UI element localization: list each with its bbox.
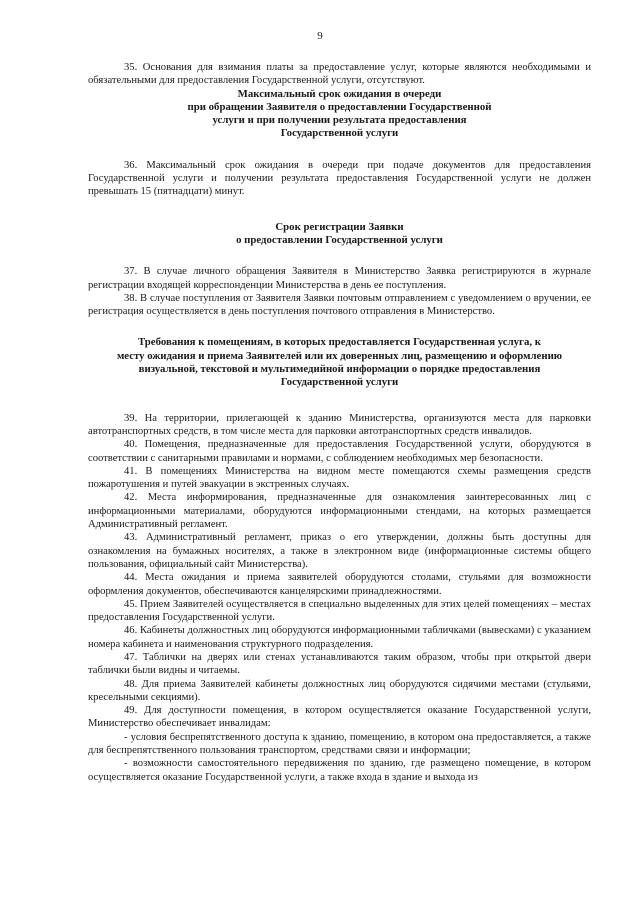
paragraph-44: 44. Места ожидания и приема заявителей оборудуются столами, стульями для возможности оформления документов, обеспечиваются канцелярскими принадлежностями. bbox=[88, 572, 591, 597]
paragraph-39: 39. На территории, прилегающей к зданию Министерства, организуются места для парковки автотранспортных средств, в том числе места для парковки автотранспортных средств инвалидов. bbox=[88, 412, 591, 437]
paragraph-41: 41. В помещениях Министерства на видном месте помещаются схемы размещения средств пожаротушения и путей эвакуации в экстренных случаях. bbox=[88, 465, 591, 491]
paragraph-38: 38. В случае поступления от Заявителя Заявки почтовым отправлением с уведомлением о вручении, ее регистрация осуществляется в день поступления почтового отправления в Министерство. bbox=[88, 292, 591, 318]
paragraph-45: 45. Прием Заявителей осуществляется в специально выделенных для этих целей помещениях – местах предоставления Государственной услуги. bbox=[88, 598, 591, 624]
heading-waiting-time bbox=[88, 88, 591, 141]
heading-line: при обращении Заявителя о предоставлении Государственной bbox=[187, 100, 492, 113]
paragraph-37: 37. В случае личного обращения Заявителя в Министерство Заявка регистрируются в журнале регистрации входящей корреспонденции Министерства в день ее поступления. bbox=[88, 266, 591, 291]
paragraph-49: 49. Для доступности помещения, в котором осуществляется оказание Государственной услуги, Министерство обеспечивает инвалидам: bbox=[88, 705, 591, 730]
paragraph-47: 47. Таблички на дверях или стенах устанавливаются таким образом, чтобы при открытой двери таблички были видны и читаемы. bbox=[88, 651, 591, 677]
paragraph-40: 40. Помещения, предназначенные для предоставления Государственной услуги, оборудуются в соответствии с санитарными правилами и нормами, с соблюдением необходимых мер безопасности. bbox=[88, 439, 591, 464]
heading-line: визуальной, текстовой и мультимедийной информации о порядке предоставления bbox=[138, 363, 541, 376]
heading-line: Требования к помещениям, в которых предоставляется Государственная услуга, к bbox=[138, 336, 541, 349]
heading-line: Государственной услуги bbox=[280, 127, 399, 140]
heading-registration bbox=[88, 221, 591, 248]
accessibility-list bbox=[88, 731, 591, 784]
heading-line: Срок регистрации Заявки bbox=[275, 220, 404, 233]
heading-line: месту ожидания и приема Заявителей или их доверенных лиц, размещению и оформлению bbox=[116, 349, 563, 362]
paragraph-35: 35. Основания для взимания платы за предоставление услуг, которые являются необходимыми и обязательными для предоставления Государственной услуги, отсутствуют. bbox=[88, 62, 591, 87]
page-number: 9 bbox=[317, 30, 323, 42]
list-item: - возможности самостоятельного передвижения по зданию, где размещено помещение, в котором осуществляется оказание Государственной услуги, а также входа в здание и выхода из bbox=[88, 758, 591, 783]
list-item: - условия беспрепятственного доступа к зданию, помещению, в котором она предоставляется, а также для беспрепятственного пользования транспортом, средствами связи и информации; bbox=[88, 731, 591, 757]
paragraph-42: 42. Места информирования, предназначенные для ознакомления заинтересованных лиц с информационными материалами, оборудуются информационными стендами, на которых размещается Административный регламент. bbox=[88, 492, 591, 531]
heading-line: о предоставлении Государственной услуги bbox=[236, 233, 443, 246]
paragraph-46: 46. Кабинеты должностных лиц оборудуются информационными табличками (вывесками) с указанием номера кабинета и наименования структурного подразделения. bbox=[88, 625, 591, 650]
paragraph-36: 36. Максимальный срок ожидания в очереди при подаче документов для предоставления Государственной услуги и получении результата предоставления Государственной услуги не должен превышать 15 (пятнадцати) минут. bbox=[88, 159, 591, 198]
heading-line: Максимальный срок ожидания в очереди bbox=[237, 87, 442, 100]
heading-line: услуги и при получении результата предоставления bbox=[212, 114, 467, 127]
paragraph-43: 43. Административный регламент, приказ о его утверждении, должны быть доступны для ознакомления на бумажных носителях, а также в электронном виде (информационные системы общего пользования, официальный сайт Министерства). bbox=[88, 532, 591, 570]
heading-line: Государственной услуги bbox=[280, 376, 399, 389]
document-body bbox=[88, 61, 591, 784]
heading-premises-requirements bbox=[88, 336, 591, 389]
paragraph-48: 48. Для приема Заявителей кабинеты должностных лиц оборудуются сидячими местами (стульями, кресельными секциями). bbox=[88, 678, 591, 703]
